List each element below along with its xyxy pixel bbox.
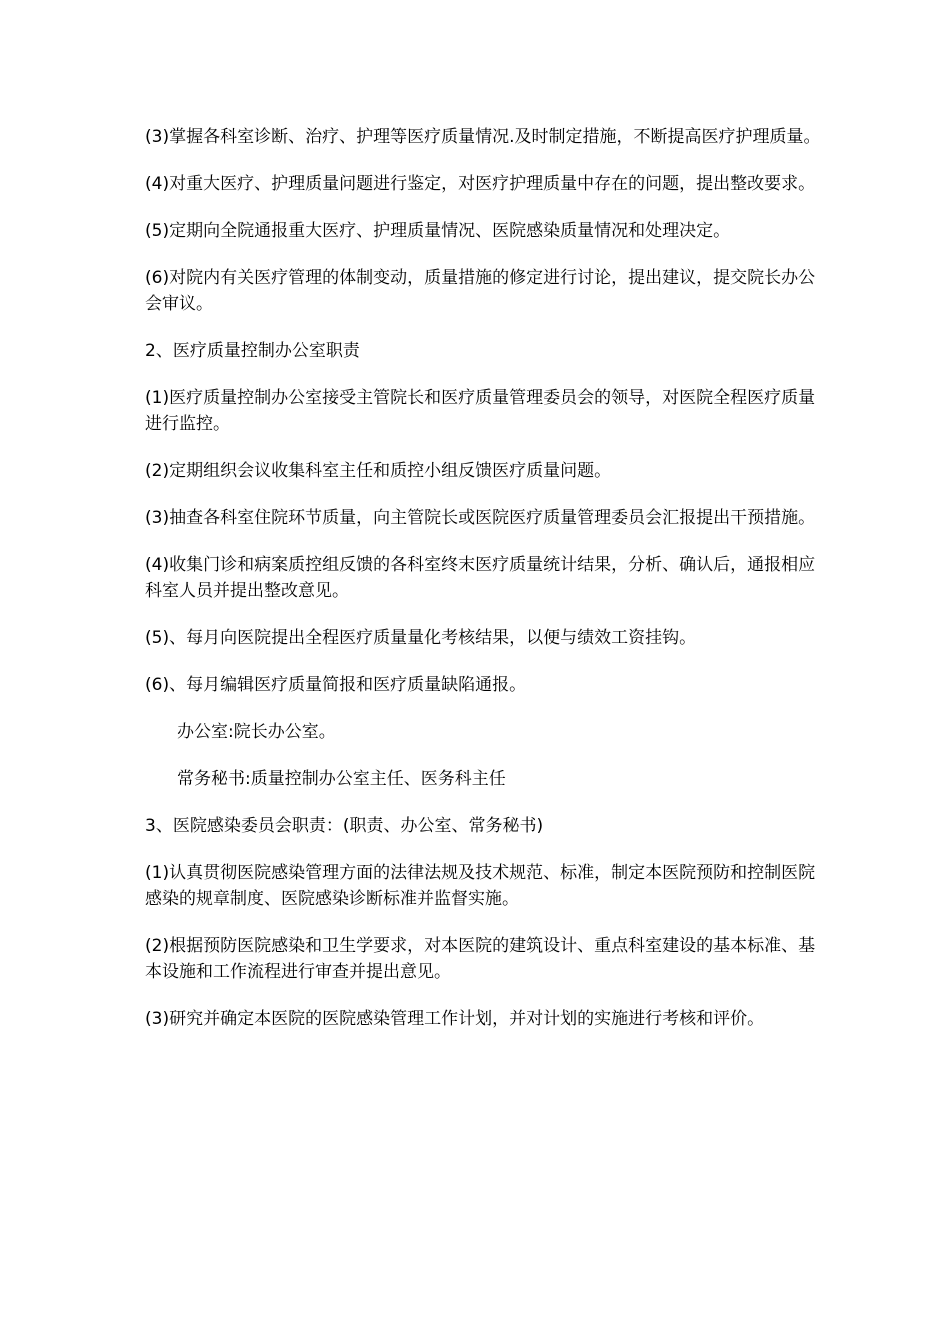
- paragraph-item-1-control-office: (1)医疗质量控制办公室接受主管院长和医疗质量管理委员会的领导，对医院全程医疗质量进行监控。: [145, 388, 816, 434]
- section-heading-2: 2、医疗质量控制办公室职责: [145, 341, 360, 361]
- office-line: 办公室:院长办公室。: [177, 722, 336, 742]
- paragraph-item-4-statistics: (4)收集门诊和病案质控组反馈的各科室终末医疗质量统计结果，分析、确认后，通报相应科室人员并提出整改意见。: [145, 555, 816, 601]
- paragraph-item-4-review: (4)对重大医疗、护理质量问题进行鉴定，对医疗护理质量中存在的问题，提出整改要求。: [145, 174, 816, 194]
- secretary-line: 常务秘书:质量控制办公室主任、医务科主任: [177, 769, 506, 789]
- paragraph-item-5-report: (5)定期向全院通报重大医疗、护理质量情况、医院感染质量情况和处理决定。: [145, 221, 731, 241]
- paragraph-item-3-inspection: (3)抽查各科室住院环节质量，向主管院长或医院医疗质量管理委员会汇报提出干预措施。: [145, 508, 816, 528]
- paragraph-item-6-discussion: (6)对院内有关医疗管理的体制变动，质量措施的修定进行讨论，提出建议，提交院长办公会审议。: [145, 268, 816, 314]
- paragraph-item-3-plan: (3)研究并确定本医院的医院感染管理工作计划，并对计划的实施进行考核和评价。: [145, 1009, 765, 1029]
- paragraph-item-2-meetings: (2)定期组织会议收集科室主任和质控小组反馈医疗质量问题。: [145, 461, 612, 481]
- paragraph-item-5-monthly-assessment: (5)、每月向医院提出全程医疗质量量化考核结果，以便与绩效工资挂钩。: [145, 628, 697, 648]
- document-body: [145, 124, 825, 1053]
- paragraph-item-2-prevention: (2)根据预防医院感染和卫生学要求，对本医院的建筑设计、重点科室建设的基本标准、基本设施和工作流程进行审查并提出意见。: [145, 936, 816, 982]
- paragraph-item-3-mastery: (3)掌握各科室诊断、治疗、护理等医疗质量情况.及时制定措施，不断提高医疗护理质量。: [145, 127, 821, 147]
- section-heading-3: 3、医院感染委员会职责：(职责、办公室、常务秘书): [145, 816, 544, 836]
- paragraph-item-1-regulations: (1)认真贯彻医院感染管理方面的法律法规及技术规范、标准，制定本医院预防和控制医院感染的规章制度、医院感染诊断标准并监督实施。: [145, 863, 816, 909]
- paragraph-item-6-monthly-bulletin: (6)、每月编辑医疗质量简报和医疗质量缺陷通报。: [145, 675, 527, 695]
